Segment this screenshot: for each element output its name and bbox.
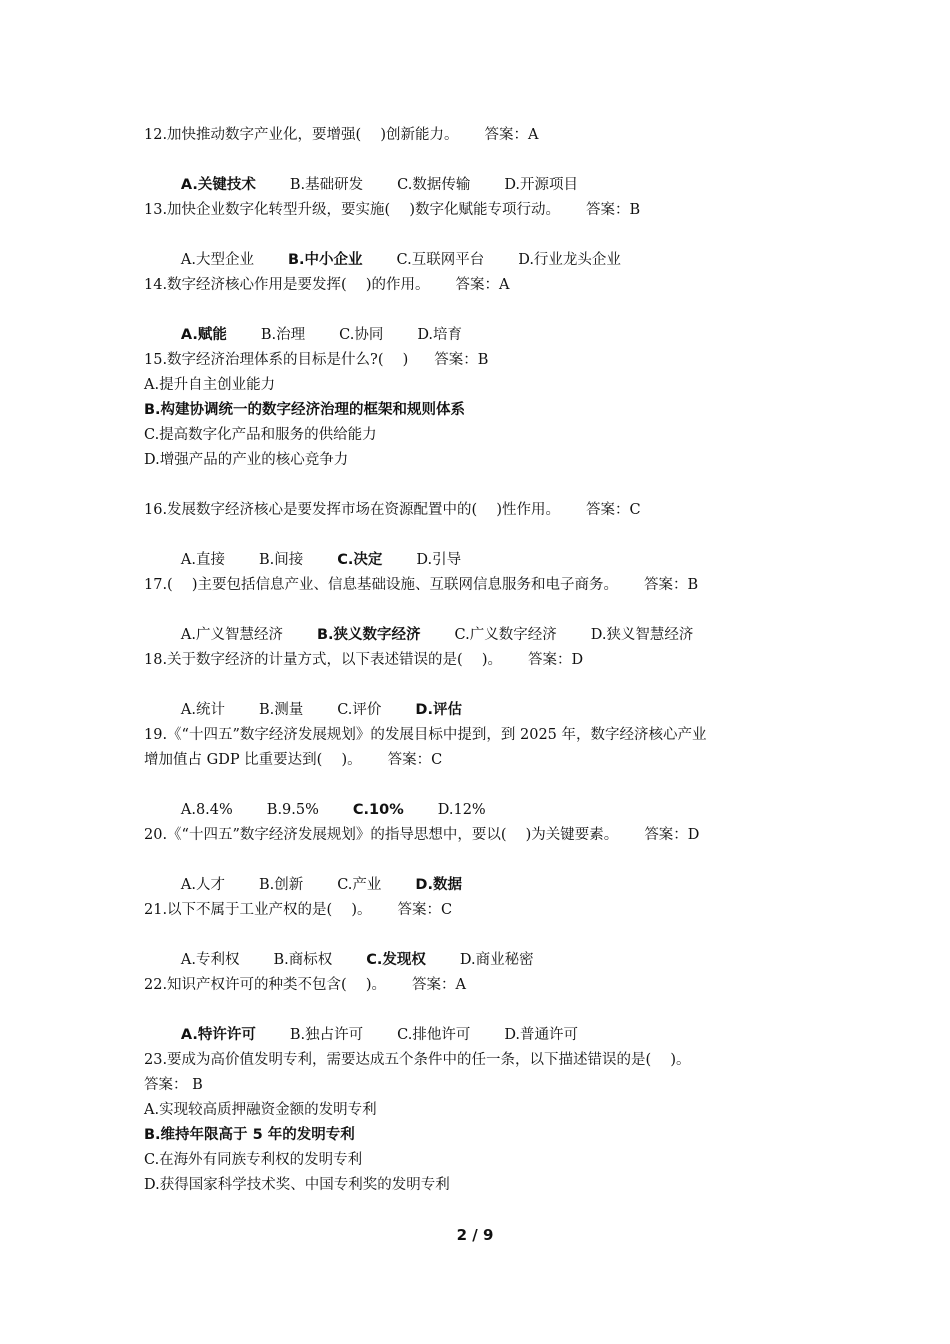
question-list — [144, 123, 824, 1223]
option-b: B.创新 — [258, 877, 304, 893]
option-a: A.广义智慧经济 — [180, 627, 283, 643]
question-19 — [144, 723, 824, 818]
question-15 — [144, 348, 824, 473]
question-12 — [144, 123, 824, 193]
question-stem: 18.关于数字经济的计量方式，以下表述错误的是( )。 — [144, 652, 502, 668]
option-b: B.9.5% — [266, 802, 319, 818]
answer-label: 答案：B — [585, 202, 641, 218]
answer-label: 答案：D — [644, 827, 700, 843]
answer-label: 答案：C — [387, 752, 443, 768]
option-d: D.普通许可 — [504, 1027, 579, 1043]
option-d: D.12% — [437, 802, 486, 818]
option-a: A.赋能 — [180, 327, 227, 343]
answer-label: 答案： B — [144, 1077, 203, 1093]
question-stem: 22.知识产权许可的种类不包含( )。 — [144, 977, 386, 993]
question-stem: 13.加快企业数字化转型升级，要实施( )数字化赋能专项行动。 — [144, 202, 560, 218]
page-number: 2 / 9 — [456, 1226, 494, 1244]
option-a: A.大型企业 — [180, 252, 254, 268]
question-16 — [144, 498, 824, 568]
answer-label: 答案：A — [411, 977, 466, 993]
option-a: A.实现较高质押融资金额的发明专利 — [144, 1102, 377, 1118]
option-a: A.8.4% — [180, 802, 233, 818]
option-b: B.狭义数字经济 — [316, 627, 421, 643]
option-c: C.提高数字化产品和服务的供给能力 — [144, 427, 377, 443]
option-c: C.排他许可 — [397, 1027, 471, 1043]
question-stem: 17.( )主要包括信息产业、信息基础设施、互联网信息服务和电子商务。 — [144, 577, 618, 593]
option-c: C.10% — [352, 802, 404, 818]
option-d: D.行业龙头企业 — [518, 252, 621, 268]
option-d: D.开源项目 — [504, 177, 579, 193]
option-d: D.引导 — [416, 552, 462, 568]
option-c: C.数据传输 — [397, 177, 471, 193]
question-20 — [144, 823, 824, 893]
option-b: B.中小企业 — [287, 252, 363, 268]
question-14 — [144, 273, 824, 343]
option-a: A.关键技术 — [180, 177, 256, 193]
question-stem: 20.《“十四五”数字经济发展规划》的指导思想中，要以( )为关键要素。 — [144, 827, 619, 843]
option-b: B.构建协调统一的数字经济治理的框架和规则体系 — [144, 402, 466, 418]
option-c: C.协同 — [339, 327, 384, 343]
question-13 — [144, 198, 824, 268]
option-b: B.测量 — [258, 702, 304, 718]
answer-label: 答案：A — [484, 127, 539, 143]
option-d: D.增强产品的产业的核心竞争力 — [144, 452, 349, 468]
option-d: D.培育 — [417, 327, 463, 343]
question-stem: 21.以下不属于工业产权的是( )。 — [144, 902, 372, 918]
option-d: D.狭义智慧经济 — [590, 627, 694, 643]
question-stem: 16.发展数字经济核心是要发挥市场在资源配置中的( )性作用。 — [144, 502, 560, 518]
option-d: D.商业秘密 — [459, 952, 534, 968]
option-c: C.评价 — [337, 702, 382, 718]
option-c: C.在海外有同族专利权的发明专利 — [144, 1152, 363, 1168]
option-c: C.发现权 — [366, 952, 426, 968]
option-b: B.商标权 — [273, 952, 333, 968]
question-23 — [144, 1048, 824, 1198]
option-c: C.广义数字经济 — [454, 627, 557, 643]
answer-label: 答案：D — [527, 652, 584, 668]
option-b: B.治理 — [260, 327, 306, 343]
answer-label: 答案：A — [455, 277, 510, 293]
option-a: A.统计 — [180, 702, 225, 718]
answer-label: 答案：B — [643, 577, 699, 593]
option-a: A.特许许可 — [180, 1027, 256, 1043]
question-17 — [144, 573, 824, 643]
option-a: A.专利权 — [180, 952, 240, 968]
option-a: A.提升自主创业能力 — [144, 377, 276, 393]
question-stem: 12.加快推动数字产业化，要增强( )创新能力。 — [144, 127, 459, 143]
question-stem-line-1: 19.《“十四五”数字经济发展规划》的发展目标中提到，到 2025 年，数字经济核心产业 — [144, 727, 707, 743]
option-c: C.互联网平台 — [396, 252, 485, 268]
option-d: D.数据 — [415, 877, 462, 893]
option-b: B.独占许可 — [289, 1027, 364, 1043]
option-c: C.决定 — [337, 552, 383, 568]
question-stem-line-2: 增加值占 GDP 比重要达到( )。 — [144, 752, 362, 768]
answer-label: 答案：C — [397, 902, 453, 918]
option-c: C.产业 — [337, 877, 382, 893]
question-stem: 15.数字经济治理体系的目标是什么?( ) — [144, 352, 409, 368]
option-b: B.基础研发 — [289, 177, 364, 193]
option-d: D.获得国家科学技术奖、中国专利奖的发明专利 — [144, 1177, 450, 1193]
option-a: A.人才 — [180, 877, 225, 893]
answer-label: 答案：C — [585, 502, 641, 518]
question-22 — [144, 973, 824, 1043]
answer-label: 答案：B — [434, 352, 489, 368]
option-b: B.维持年限高于 5 年的发明专利 — [144, 1127, 355, 1143]
option-a: A.直接 — [180, 552, 225, 568]
question-18 — [144, 648, 824, 718]
question-stem: 23.要成为高价值发明专利，需要达成五个条件中的任一条，以下描述错误的是( )。 — [144, 1052, 691, 1068]
question-21 — [144, 898, 824, 968]
option-b: B.间接 — [258, 552, 304, 568]
option-d: D.评估 — [415, 702, 462, 718]
question-stem: 14.数字经济核心作用是要发挥( )的作用。 — [144, 277, 430, 293]
